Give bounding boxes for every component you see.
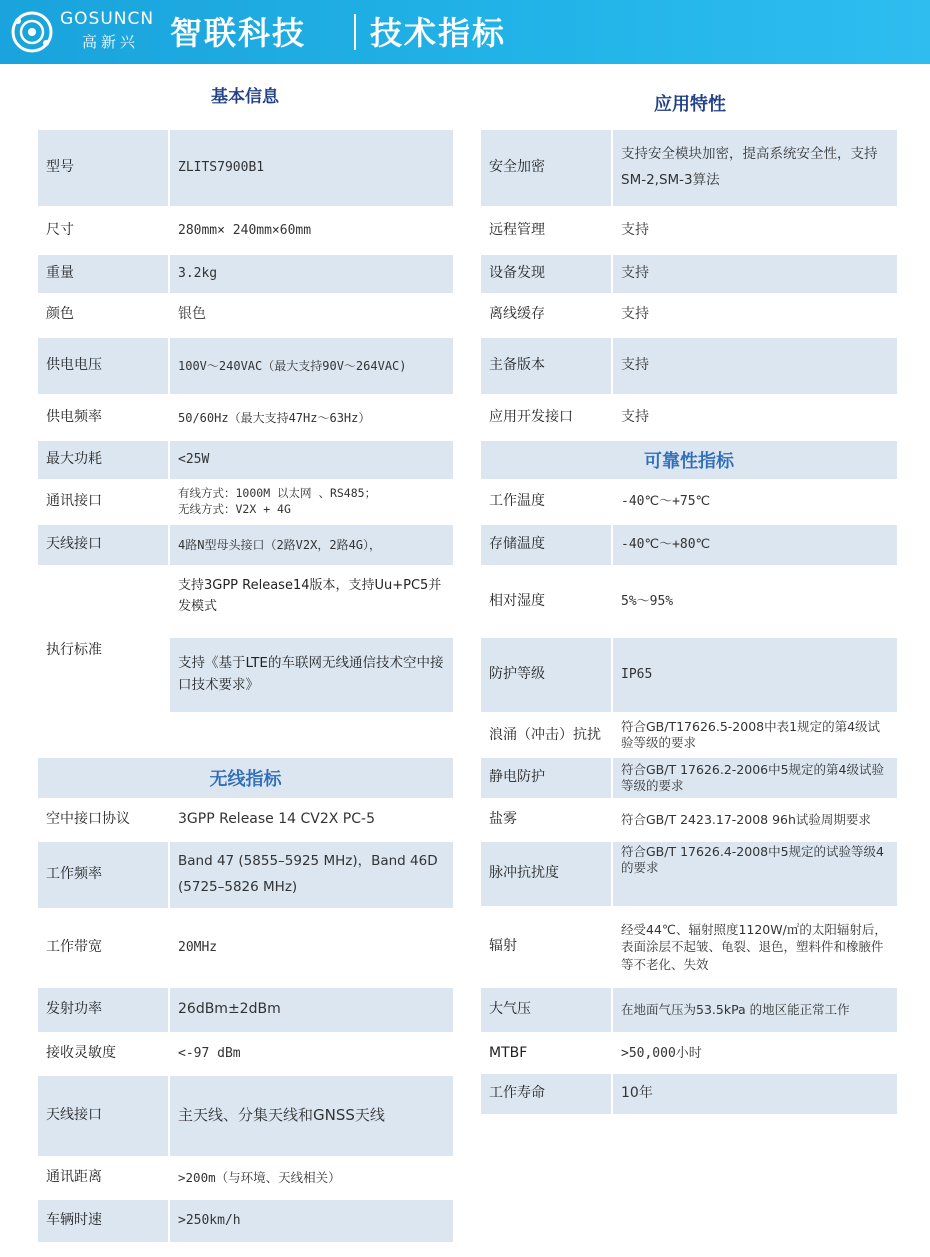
spec-label: 相对湿度 — [489, 593, 545, 610]
standard-value-2: 支持《基于LTE的车联网无线通信技术空中接口技术要求》 — [170, 638, 453, 712]
spec-value: 3GPP Release 14 CV2X PC-5 — [178, 811, 375, 828]
spec-value: 支持 — [621, 409, 649, 426]
spec-row — [481, 210, 897, 252]
spec-label: 供电电压 — [38, 338, 168, 394]
spec-row — [38, 912, 453, 984]
spec-label: 型号 — [38, 130, 168, 206]
spec-value: 支持 — [621, 222, 649, 239]
spec-value: 主天线、分集天线和GNSS天线 — [170, 1076, 453, 1156]
spec-value: 5%～95% — [621, 593, 674, 609]
spec-value: -40℃～+80℃ — [613, 525, 897, 565]
spec-row — [38, 398, 453, 438]
spec-value: 支持 — [613, 255, 897, 293]
spec-label: 天线接口 — [38, 1076, 168, 1156]
spec-label: 重量 — [38, 255, 168, 293]
spec-row — [481, 1074, 897, 1114]
section-title-wireless: 无线指标 — [38, 758, 453, 798]
spec-value: -40℃～+75℃ — [621, 493, 711, 509]
spec-label: 浪涌（冲击）抗扰 — [489, 726, 601, 743]
spec-row — [38, 525, 453, 565]
spec-value: 支持 — [621, 306, 649, 323]
spec-value: 支持安全模块加密，提高系统安全性，支持SM-2,SM-3算法 — [613, 130, 897, 206]
spec-value: 在地面气压为53.5kPa 的地区能正常工作 — [613, 988, 897, 1032]
spec-row — [481, 525, 897, 565]
spec-label: 天线接口 — [38, 525, 168, 565]
spec-label: 应用开发接口 — [489, 409, 573, 426]
page-title: 智联科技 — [170, 14, 307, 52]
spec-row — [38, 842, 453, 908]
spec-value: 4路N型母头接口（2路V2X，2路4G）， — [170, 525, 453, 565]
spec-value: 280mm× 240mm×60mm — [178, 222, 312, 238]
spec-row — [481, 1036, 897, 1072]
spec-row — [38, 255, 453, 293]
spec-row — [481, 714, 897, 756]
spec-row — [38, 130, 453, 206]
spec-label: 静电防护 — [481, 758, 611, 798]
spec-label: 工作频率 — [38, 842, 168, 908]
section-title-application: 应用特性 — [654, 94, 726, 115]
spec-value: 符合GB/T 17626.4-2008中5规定的试验等级4的要求 — [613, 842, 897, 906]
spec-value: 10年 — [613, 1074, 897, 1114]
spec-label: 车辆时速 — [38, 1200, 168, 1242]
spec-label: 通讯距离 — [46, 1169, 102, 1186]
spec-label: MTBF — [489, 1045, 528, 1062]
gosuncn-logo-icon — [10, 11, 54, 53]
spec-row — [38, 1076, 453, 1156]
spec-value: >200m（与环境、天线相关） — [178, 1170, 341, 1186]
spec-value: 有线方式：1000M 以太网 、RS485； 无线方式：V2X + 4G — [178, 486, 377, 516]
spec-row — [481, 130, 897, 206]
spec-value: ZLITS7900B1 — [170, 130, 453, 206]
spec-row — [38, 1200, 453, 1242]
section-title-basic: 基本信息 — [211, 87, 279, 107]
spec-label: 工作温度 — [489, 493, 545, 510]
spec-value: 20MHz — [178, 939, 218, 955]
spec-value: <-97 dBm — [178, 1045, 241, 1061]
spec-label: 颜色 — [46, 306, 74, 323]
spec-value: Band 47 (5855–5925 MHz)，Band 46D (5725–5826 MHz) — [170, 842, 453, 908]
spec-label: 尺寸 — [46, 222, 74, 239]
spec-row — [38, 1160, 453, 1196]
brand-english: GOSUNCN — [60, 9, 155, 29]
spec-row — [481, 842, 897, 906]
spec-value: 50/60Hz（最大支持47Hz～63Hz） — [178, 410, 371, 425]
spec-row — [38, 988, 453, 1032]
spec-value: >250km/h — [170, 1200, 453, 1242]
page-subtitle: 技术指标 — [370, 14, 507, 52]
spec-label: 远程管理 — [489, 222, 545, 239]
spec-label: 防护等级 — [481, 638, 611, 712]
spec-value: 100V～240VAC（最大支持90V～264VAC) — [170, 338, 453, 394]
spec-row — [481, 908, 897, 986]
spec-row — [481, 988, 897, 1032]
spec-value: 3.2kg — [170, 255, 453, 293]
spec-row — [481, 638, 897, 712]
spec-row — [38, 441, 453, 479]
spec-row — [481, 338, 897, 394]
spec-row — [38, 482, 453, 522]
spec-row — [38, 1036, 453, 1072]
spec-row — [38, 296, 453, 334]
section-title-reliability: 可靠性指标 — [481, 441, 897, 479]
spec-row — [481, 800, 897, 840]
spec-label: 工作寿命 — [481, 1074, 611, 1114]
spec-value: 26dBm±2dBm — [170, 988, 453, 1032]
spec-label: 发射功率 — [38, 988, 168, 1032]
spec-value: >50,000小时 — [621, 1045, 702, 1061]
header-band — [0, 0, 930, 64]
spec-value: 银色 — [178, 306, 206, 323]
spec-value: 符合GB/T17626.5-2008中表1规定的第4级试验等级的要求 — [621, 718, 881, 750]
spec-row — [481, 568, 897, 636]
spec-row — [481, 296, 897, 334]
spec-value: 支持 — [613, 338, 897, 394]
spec-value: 经受44℃、辐射照度1120W/㎡的太阳辐射后，表面涂层不起皱、龟裂、退色，塑料件和橡腋件等不老化、失效 — [621, 921, 887, 972]
spec-label: 工作带宽 — [46, 939, 102, 956]
spec-row — [481, 758, 897, 798]
spec-label: 设备发现 — [481, 255, 611, 293]
standard-value-1: 支持3GPP Release14版本，支持Uu+PC5并发模式 — [178, 578, 442, 614]
spec-label: 供电频率 — [46, 409, 102, 426]
spec-label: 最大功耗 — [38, 441, 168, 479]
spec-value: 符合GB/T 17626.2-2006中5规定的第4级试验等级的要求 — [613, 758, 897, 798]
spec-label: 盐雾 — [489, 811, 517, 828]
spec-label: 脉冲抗扰度 — [481, 842, 611, 906]
spec-label: 辐射 — [489, 938, 517, 955]
spec-label: 通讯接口 — [46, 493, 102, 510]
spec-value: <25W — [170, 441, 453, 479]
spec-value: 符合GB/T 2423.17-2008 96h试验周期要求 — [621, 811, 871, 827]
spec-label: 空中接口协议 — [46, 811, 130, 828]
spec-label: 安全加密 — [481, 130, 611, 206]
standard-label: 执行标准 — [46, 641, 102, 658]
spec-value: IP65 — [613, 638, 897, 712]
spec-row — [481, 398, 897, 438]
spec-row — [38, 210, 453, 252]
spec-label: 离线缓存 — [489, 306, 545, 323]
spec-row — [481, 482, 897, 522]
spec-row — [481, 255, 897, 293]
spec-label: 大气压 — [481, 988, 611, 1032]
spec-label: 存储温度 — [481, 525, 611, 565]
spec-label: 接收灵敏度 — [46, 1045, 116, 1062]
spec-row — [38, 802, 453, 838]
spec-label: 主备版本 — [481, 338, 611, 394]
spec-row — [38, 338, 453, 394]
brand-chinese: 高新兴 — [82, 33, 140, 51]
title-divider — [354, 14, 356, 50]
